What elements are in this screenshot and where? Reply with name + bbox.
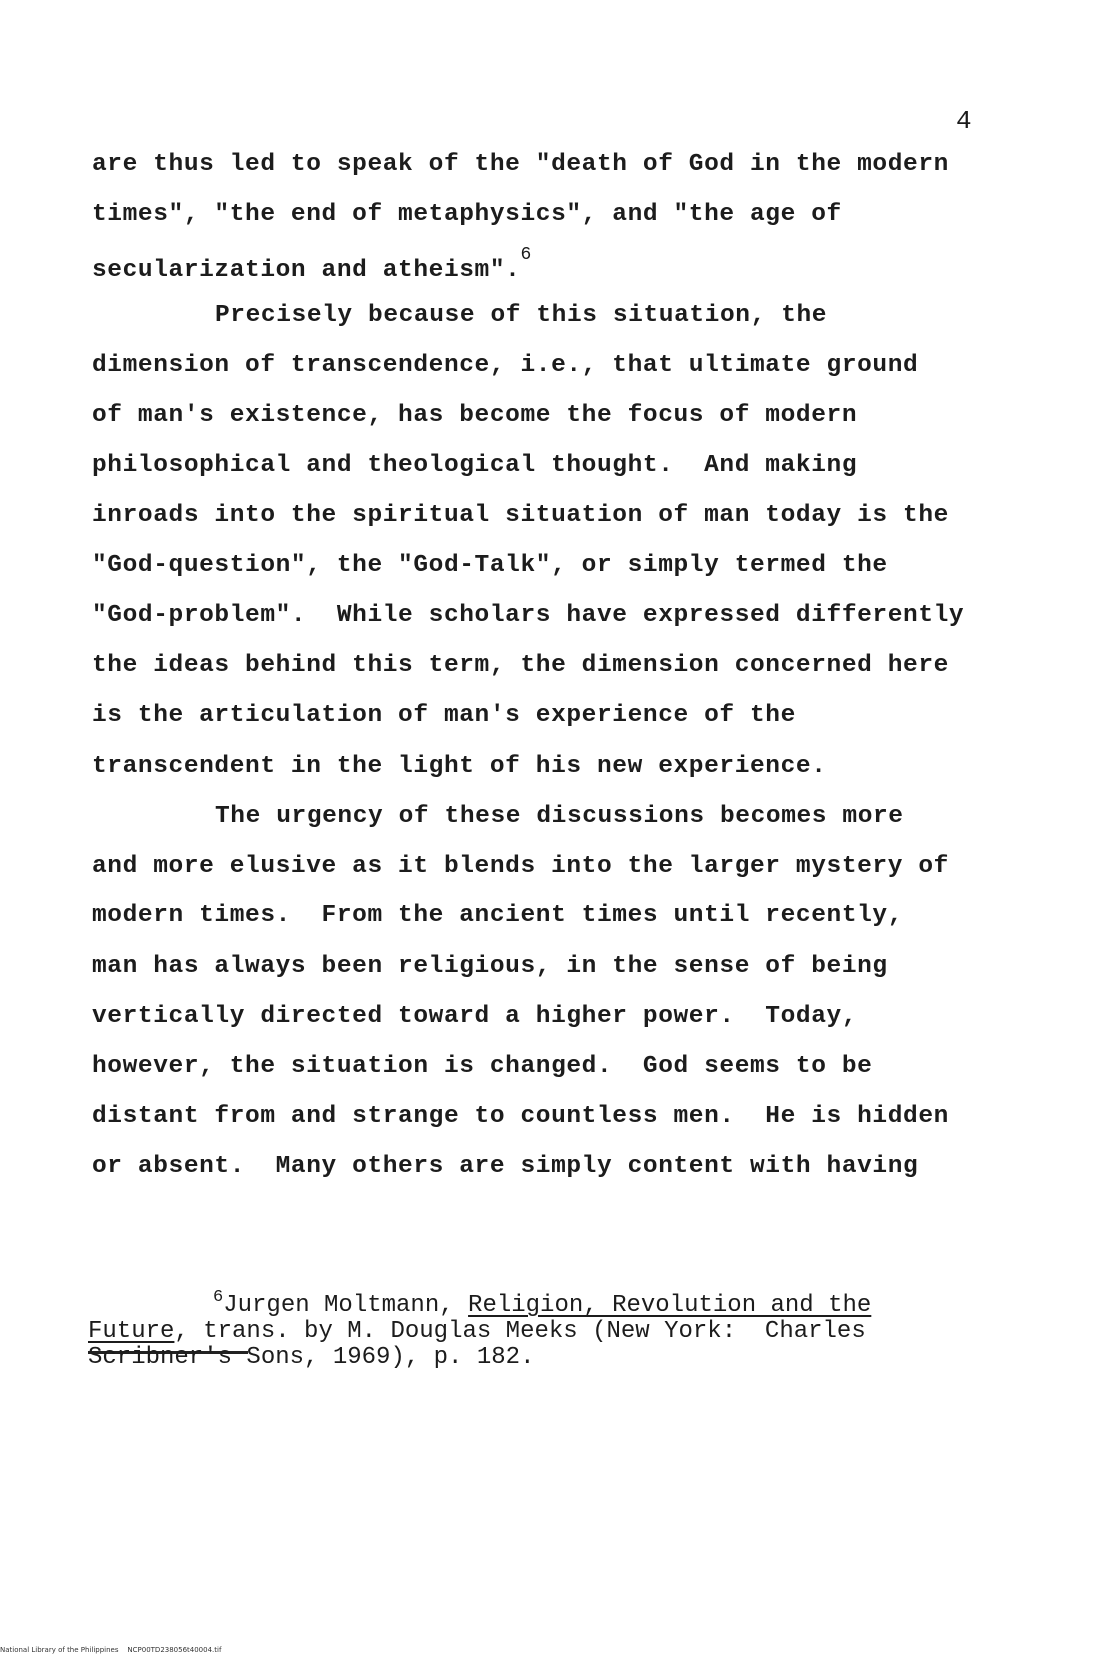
archive-label: National Library of the Philippines NCP00TD238056t40004.tif [0,1646,222,1654]
body-line: is the articulation of man's experience of the [92,702,796,729]
body-line-text: secularization and atheism". [92,257,521,285]
body-line: The urgency of these discussions becomes more [215,803,904,830]
body-line: "God-problem". While scholars have expressed differently [92,602,965,629]
body-line: or absent. Many others are simply content with having [92,1153,919,1180]
body-line: vertically directed toward a higher power. Today, [92,1003,858,1030]
footnote-author: Jurgen Moltmann, [223,1292,469,1319]
footnote-publication: , trans. by M. Douglas Meeks (New York: Charles [174,1318,866,1345]
body-line: transcendent in the light of his new experience. [92,753,827,780]
body-line: and more elusive as it blends into the larger mystery of [92,853,949,880]
body-line: however, the situation is changed. God seems to be [92,1053,873,1080]
body-line: are thus led to speak of the "death of God in the modern [92,151,949,178]
body-line: philosophical and theological thought. And making [92,452,858,479]
footnote-line: Scribner's Sons, 1969), p. 182. [88,1344,535,1371]
footnote-number: 6 [213,1288,224,1307]
body-line: the ideas behind this term, the dimension concerned here [92,652,949,679]
body-line: modern times. From the ancient times until recently, [92,902,904,929]
footnote-title: Religion, Revolution and the [468,1292,872,1319]
body-line: inroads into the spiritual situation of man today is the [92,502,949,529]
footnote-title-cont: Future [88,1318,175,1345]
body-line: dimension of transcendence, i.e., that ultimate ground [92,352,919,379]
body-line: Precisely because of this situation, the [215,302,828,329]
body-line: times", "the end of metaphysics", and "the age of [92,201,842,228]
body-line: distant from and strange to countless men. He is hidden [92,1103,949,1130]
page-number: 4 [956,106,972,136]
body-line [92,245,532,285]
body-line: "God-question", the "God-Talk", or simply termed the [92,552,888,579]
footnote-reference: 6 [520,245,532,265]
body-line: of man's existence, has become the focus of modern [92,402,858,429]
body-line: man has always been religious, in the sense of being [92,953,888,980]
footnote-line [213,1288,872,1319]
footnote-line [88,1320,866,1344]
